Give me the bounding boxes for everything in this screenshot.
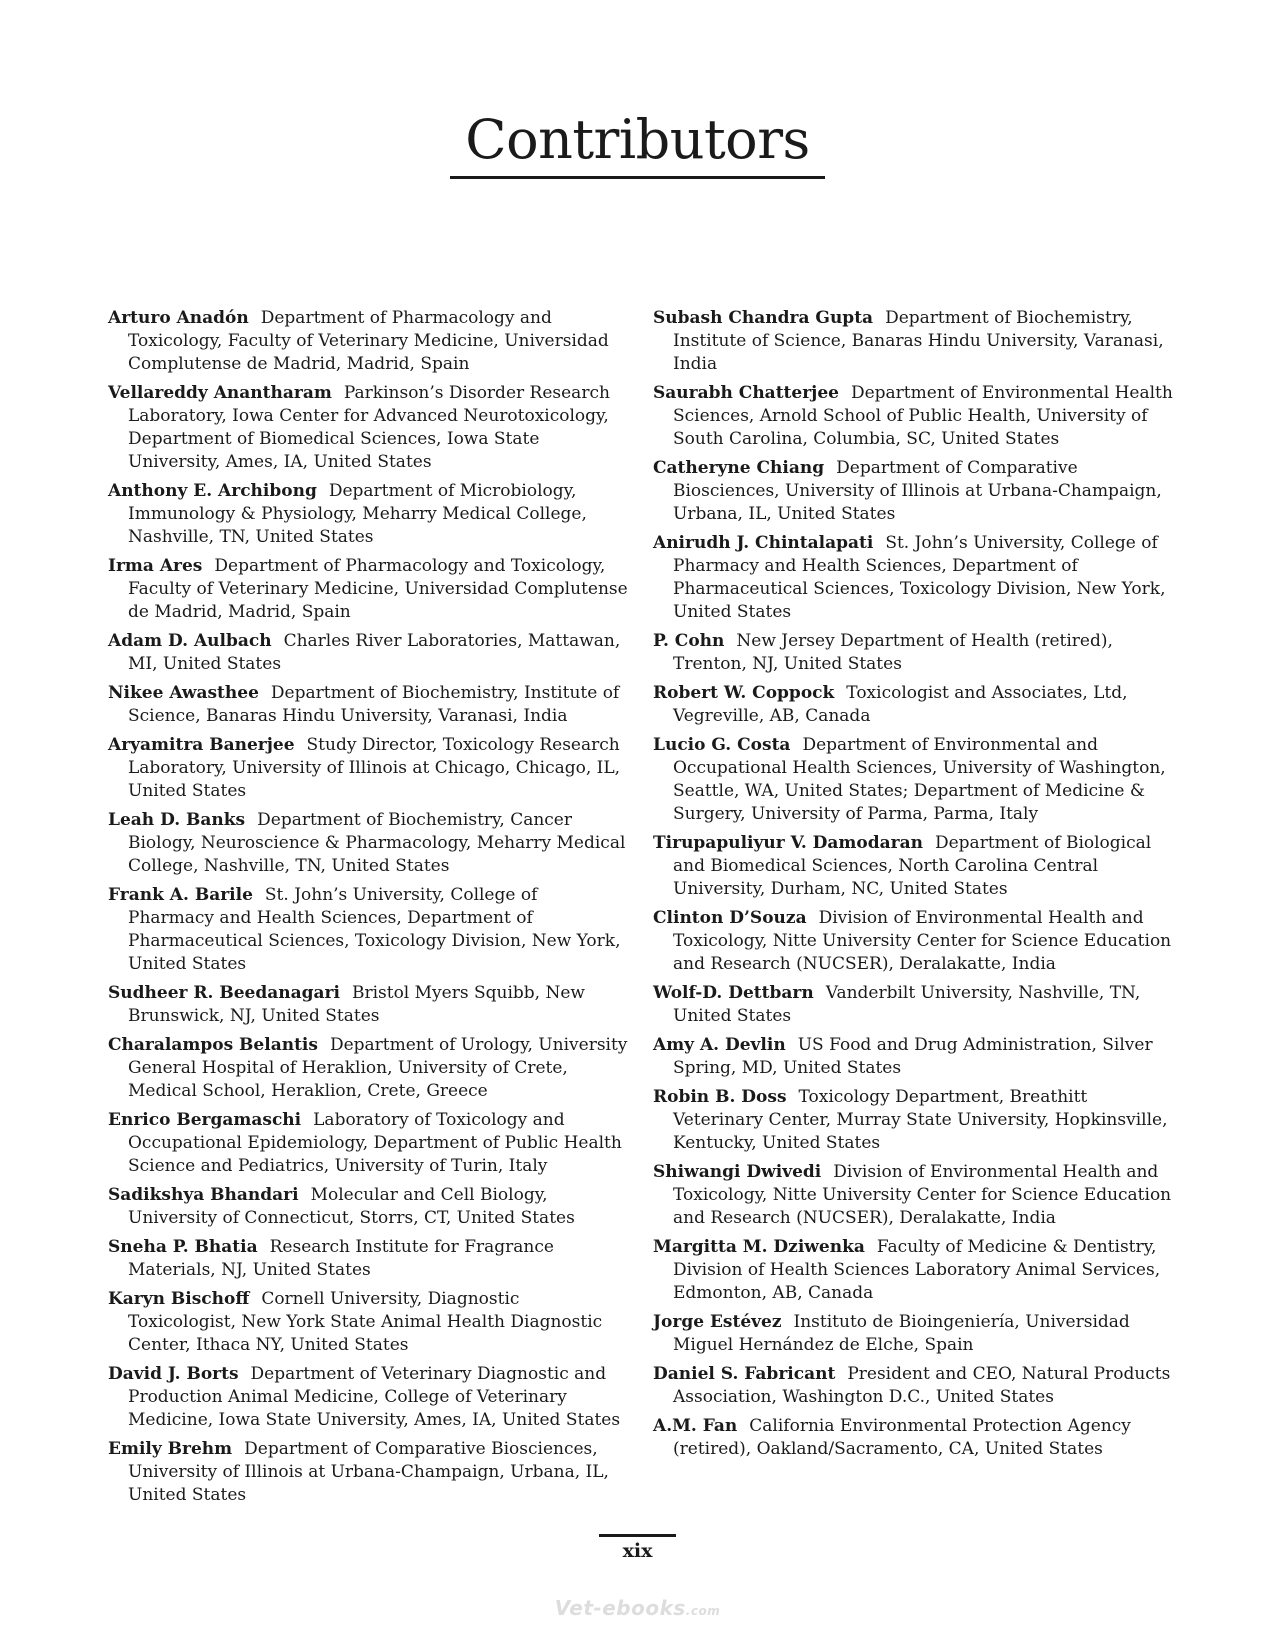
contributor-entry <box>653 1236 1178 1305</box>
contributor-name: Amy A. Devlin <box>653 1035 786 1055</box>
contributor-affiliation: Department of Microbiology, Immunology & Physiology, Meharry Medical College, Nashville, TN, United States <box>128 481 587 547</box>
contributor-name: Shiwangi Dwivedi <box>653 1162 822 1182</box>
contributor-name: Jorge Estévez <box>653 1312 782 1332</box>
contributor-name: Clinton D’Souza <box>653 908 807 928</box>
contributor-entry <box>653 457 1178 526</box>
contributor-name: Arturo Anadón <box>108 308 249 328</box>
contributor-entry <box>653 1363 1178 1409</box>
contributor-name: A.M. Fan <box>653 1416 738 1436</box>
contributor-entry <box>108 307 628 376</box>
contributor-affiliation: Department of Comparative Biosciences, University of Illinois at Urbana-Champaign, Urbana, IL, United States <box>128 1439 609 1505</box>
contributor-entry <box>108 382 628 474</box>
contributor-affiliation: Department of Biochemistry, Cancer Biology, Neuroscience & Pharmacology, Meharry Medical College, Nashville, TN, United States <box>128 810 626 876</box>
contributor-name: Enrico Bergamaschi <box>108 1110 302 1130</box>
contributor-entry <box>108 555 628 624</box>
contributor-entry <box>108 1109 628 1178</box>
contributor-name: Leah D. Banks <box>108 810 246 830</box>
contributor-affiliation: Toxicology Department, Breathitt Veterinary Center, Murray State University, Hopkinsville, Kentucky, United States <box>673 1087 1168 1153</box>
contributor-entry <box>653 1311 1178 1357</box>
watermark <box>0 1596 1275 1620</box>
contributor-name: Robert W. Coppock <box>653 683 835 703</box>
contributor-affiliation: Division of Environmental Health and Toxicology, Nitte University Center for Science Education and Research (NUCSER), Deralakatte, India <box>673 1162 1172 1228</box>
contributor-name: Saurabh Chatterjee <box>653 383 839 403</box>
contributor-entry <box>653 682 1178 728</box>
contributor-affiliation: Toxicologist and Associates, Ltd, Vegreville, AB, Canada <box>673 683 1128 726</box>
page-title: Contributors <box>465 108 810 171</box>
contributor-entry <box>653 1161 1178 1230</box>
contributor-affiliation: Cornell University, Diagnostic Toxicologist, New York State Animal Health Diagnostic Center, Ithaca NY, United States <box>128 1289 603 1355</box>
contributor-entry <box>108 1288 628 1357</box>
contributor-entry <box>653 1034 1178 1080</box>
contributor-name: P. Cohn <box>653 631 725 651</box>
contributor-name: Wolf-D. Dettbarn <box>653 983 814 1003</box>
contributor-affiliation: New Jersey Department of Health (retired), Trenton, NJ, United States <box>673 631 1113 674</box>
contributor-affiliation: Department of Biological and Biomedical Sciences, North Carolina Central University, Durham, NC, United States <box>673 833 1152 899</box>
contributor-entry <box>653 532 1178 624</box>
contributor-entry <box>108 630 628 676</box>
contributor-affiliation: Department of Environmental Health Sciences, Arnold School of Public Health, University of South Carolina, Columbia, SC, United States <box>673 383 1173 449</box>
watermark-text: Vet-ebooks <box>554 1596 686 1620</box>
contributor-affiliation: Study Director, Toxicology Research Laboratory, University of Illinois at Chicago, Chicago, IL, United States <box>128 735 621 801</box>
contributor-name: Charalampos Belantis <box>108 1035 318 1055</box>
contributor-affiliation: California Environmental Protection Agency (retired), Oakland/Sacramento, CA, United States <box>673 1416 1131 1459</box>
contributors-right-column <box>653 307 1178 1467</box>
contributor-name: Frank A. Barile <box>108 885 253 905</box>
contributor-affiliation: Department of Urology, University General Hospital of Heraklion, University of Crete, Medical School, Heraklion, Crete, Greece <box>128 1035 628 1101</box>
contributor-affiliation: Charles River Laboratories, Mattawan, MI, United States <box>128 631 621 674</box>
contributor-name: Irma Ares <box>108 556 203 576</box>
contributor-name: Lucio G. Costa <box>653 735 791 755</box>
contributor-entry <box>653 630 1178 676</box>
contributor-affiliation: St. John’s University, College of Pharmacy and Health Sciences, Department of Pharmaceutical Sciences, Toxicology Division, New York, United States <box>673 533 1166 622</box>
contributor-affiliation: Parkinson’s Disorder Research Laboratory, Iowa Center for Advanced Neurotoxicology, Department of Biomedical Sciences, Iowa State University, Ames, IA, United States <box>128 383 610 472</box>
contributor-affiliation: Department of Pharmacology and Toxicology, Faculty of Veterinary Medicine, Universidad Complutense de Madrid, Madrid, Spain <box>128 308 609 374</box>
contributor-name: Anthony E. Archibong <box>108 481 317 501</box>
contributors-left-column <box>108 307 628 1513</box>
contributor-affiliation: St. John’s University, College of Pharmacy and Health Sciences, Department of Pharmaceutical Sciences, Toxicology Division, New York, United States <box>128 885 621 974</box>
contributor-entry <box>653 832 1178 901</box>
contributor-name: Margitta M. Dziwenka <box>653 1237 865 1257</box>
contributor-entry <box>108 480 628 549</box>
contributor-name: Tirupapuliyur V. Damodaran <box>653 833 923 853</box>
contributor-entry <box>108 884 628 976</box>
page-number: xix <box>622 1540 653 1562</box>
contributor-affiliation: Department of Comparative Biosciences, University of Illinois at Urbana-Champaign, Urbana, IL, United States <box>673 458 1162 524</box>
contributor-name: Daniel S. Fabricant <box>653 1364 836 1384</box>
contributor-affiliation: Department of Biochemistry, Institute of Science, Banaras Hindu University, Varanasi, India <box>673 308 1164 374</box>
contributor-name: Aryamitra Banerjee <box>108 735 295 755</box>
contributor-affiliation: Research Institute for Fragrance Materials, NJ, United States <box>128 1237 554 1280</box>
contributor-name: Adam D. Aulbach <box>108 631 272 651</box>
contributor-entry <box>108 1034 628 1103</box>
contributor-entry <box>653 1086 1178 1155</box>
contributor-name: Vellareddy Anantharam <box>108 383 332 403</box>
contributor-entry <box>653 734 1178 826</box>
contributor-affiliation: US Food and Drug Administration, Silver Spring, MD, United States <box>673 1035 1153 1078</box>
contributor-affiliation: Vanderbilt University, Nashville, TN, United States <box>673 983 1141 1026</box>
contributor-affiliation: Faculty of Medicine & Dentistry, Division of Health Sciences Laboratory Animal Services, Edmonton, AB, Canada <box>673 1237 1161 1303</box>
contributor-entry <box>108 682 628 728</box>
contributor-name: Emily Brehm <box>108 1439 233 1459</box>
contributor-name: Subash Chandra Gupta <box>653 308 874 328</box>
contributor-entry <box>108 734 628 803</box>
contributor-name: Sudheer R. Beedanagari <box>108 983 340 1003</box>
title-rule <box>450 176 825 179</box>
contributor-name: Robin B. Doss <box>653 1087 787 1107</box>
contributor-affiliation: Laboratory of Toxicology and Occupational Epidemiology, Department of Public Health Science and Pediatrics, University of Turin, Italy <box>128 1110 622 1176</box>
watermark-suffix: .com <box>685 1604 721 1618</box>
contributor-affiliation: Bristol Myers Squibb, New Brunswick, NJ, United States <box>128 983 585 1026</box>
contributor-affiliation: Department of Biochemistry, Institute of Science, Banaras Hindu University, Varanasi, India <box>128 683 620 726</box>
contributor-entry <box>653 382 1178 451</box>
contributor-entry <box>108 982 628 1028</box>
contributor-affiliation: Department of Veterinary Diagnostic and Production Animal Medicine, College of Veterinary Medicine, Iowa State University, Ames, IA, United States <box>128 1364 621 1430</box>
contributor-entry <box>108 1438 628 1507</box>
contributor-entry <box>108 809 628 878</box>
contributor-entry <box>108 1184 628 1230</box>
contributor-entry <box>108 1363 628 1432</box>
contributor-affiliation: Instituto de Bioingeniería, Universidad Miguel Hernández de Elche, Spain <box>673 1312 1130 1355</box>
contributor-name: Sneha P. Bhatia <box>108 1237 258 1257</box>
contributor-name: Catheryne Chiang <box>653 458 825 478</box>
contributor-entry <box>653 982 1178 1028</box>
contributor-entry <box>653 907 1178 976</box>
contributor-affiliation: Division of Environmental Health and Toxicology, Nitte University Center for Science Education and Research (NUCSER), Deralakatte, India <box>673 908 1172 974</box>
contributor-name: Nikee Awasthee <box>108 683 259 703</box>
contributor-name: David J. Borts <box>108 1364 239 1384</box>
contributor-entry <box>653 1415 1178 1461</box>
contributor-affiliation: Molecular and Cell Biology, University of Connecticut, Storrs, CT, United States <box>128 1185 575 1228</box>
contributor-affiliation: President and CEO, Natural Products Association, Washington D.C., United States <box>673 1364 1171 1407</box>
contributor-affiliation: Department of Pharmacology and Toxicology, Faculty of Veterinary Medicine, Universidad Complutense de Madrid, Madrid, Spain <box>128 556 628 622</box>
contributor-name: Anirudh J. Chintalapati <box>653 533 874 553</box>
contributor-entry <box>108 1236 628 1282</box>
contributor-name: Sadikshya Bhandari <box>108 1185 299 1205</box>
folio-rule <box>599 1534 676 1537</box>
contributor-affiliation: Department of Environmental and Occupational Health Sciences, University of Washington, Seattle, WA, United States; Department of Medicine & Surgery, University of Parma, Parma, Italy <box>673 735 1166 824</box>
contributor-name: Karyn Bischoff <box>108 1289 250 1309</box>
contributor-entry <box>653 307 1178 376</box>
